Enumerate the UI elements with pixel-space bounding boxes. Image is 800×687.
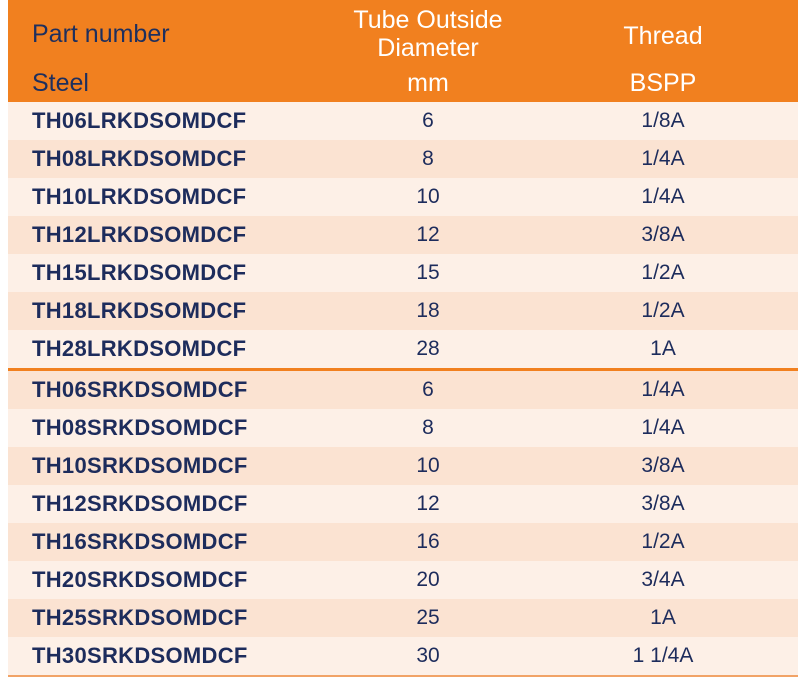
part-number-cell: TH12LRKDSOMDCF: [32, 222, 247, 247]
part-number-cell: TH25SRKDSOMDCF: [32, 605, 248, 630]
part-number-cell: TH16SRKDSOMDCF: [32, 529, 248, 554]
part-number-cell: TH08LRKDSOMDCF: [32, 146, 247, 171]
header-bspp: BSPP: [629, 69, 697, 97]
diameter-cell: 8: [422, 416, 434, 439]
thread-cell: 1/2A: [641, 261, 685, 284]
table-row: [8, 637, 798, 675]
diameter-cell: 15: [416, 261, 440, 284]
thread-cell: 1 1/4A: [632, 644, 694, 667]
parts-table: [8, 0, 798, 677]
diameter-cell: 30: [416, 644, 440, 667]
thread-cell: 3/8A: [641, 223, 685, 246]
table-row: [8, 254, 798, 292]
thread-cell: 3/4A: [641, 568, 685, 591]
diameter-cell: 20: [416, 568, 440, 591]
header-thread: Thread: [623, 22, 703, 50]
thread-cell: 1/4A: [641, 147, 685, 170]
thread-cell: 1/4A: [641, 185, 685, 208]
table-row: [8, 292, 798, 330]
thread-cell: 1A: [650, 606, 676, 629]
table-row: [8, 523, 798, 561]
thread-cell: 1/2A: [641, 299, 685, 322]
part-number-cell: TH10SRKDSOMDCF: [32, 453, 248, 478]
part-number-cell: TH20SRKDSOMDCF: [32, 567, 248, 592]
diameter-cell: 12: [416, 492, 440, 515]
part-number-cell: TH06SRKDSOMDCF: [32, 377, 248, 402]
thread-cell: 3/8A: [641, 454, 685, 477]
diameter-cell: 12: [416, 223, 440, 246]
diameter-cell: 6: [422, 378, 434, 401]
table-row: [8, 599, 798, 637]
diameter-cell: 18: [416, 299, 440, 322]
table-row: [8, 330, 798, 368]
thread-cell: 1/4A: [641, 378, 685, 401]
table-header: [8, 0, 798, 102]
diameter-cell: 16: [416, 530, 440, 553]
part-number-cell: TH10LRKDSOMDCF: [32, 184, 247, 209]
table-row: [8, 561, 798, 599]
table-row: [8, 178, 798, 216]
diameter-cell: 28: [416, 337, 440, 360]
table-row: [8, 371, 798, 409]
table-row: [8, 140, 798, 178]
part-number-cell: TH15LRKDSOMDCF: [32, 260, 247, 285]
table-row: [8, 485, 798, 523]
thread-cell: 1A: [650, 337, 676, 360]
part-number-cell: TH06LRKDSOMDCF: [32, 108, 247, 133]
thread-cell: 1/4A: [641, 416, 685, 439]
diameter-cell: 8: [422, 147, 434, 170]
table-bottom-border: [8, 675, 798, 677]
part-number-cell: TH12SRKDSOMDCF: [32, 491, 248, 516]
diameter-cell: 10: [416, 454, 440, 477]
part-number-cell: TH28LRKDSOMDCF: [32, 336, 247, 361]
table-row: [8, 102, 798, 140]
part-number-cell: TH18LRKDSOMDCF: [32, 298, 247, 323]
diameter-cell: 25: [416, 606, 440, 629]
diameter-cell: 10: [416, 185, 440, 208]
thread-cell: 1/8A: [641, 109, 685, 132]
part-number-cell: TH30SRKDSOMDCF: [32, 643, 248, 668]
header-unit-mm: mm: [407, 69, 449, 97]
thread-cell: 1/2A: [641, 530, 685, 553]
thread-cell: 3/8A: [641, 492, 685, 515]
table-row: [8, 216, 798, 254]
diameter-cell: 6: [422, 109, 434, 132]
header-tube-outside-diameter: Tube Outside Diameter: [353, 6, 503, 62]
header-part-number: Part number: [32, 20, 170, 48]
table-row: [8, 409, 798, 447]
table-body: [8, 102, 798, 677]
table-row: [8, 447, 798, 485]
header-steel: Steel: [32, 69, 89, 97]
part-number-cell: TH08SRKDSOMDCF: [32, 415, 248, 440]
